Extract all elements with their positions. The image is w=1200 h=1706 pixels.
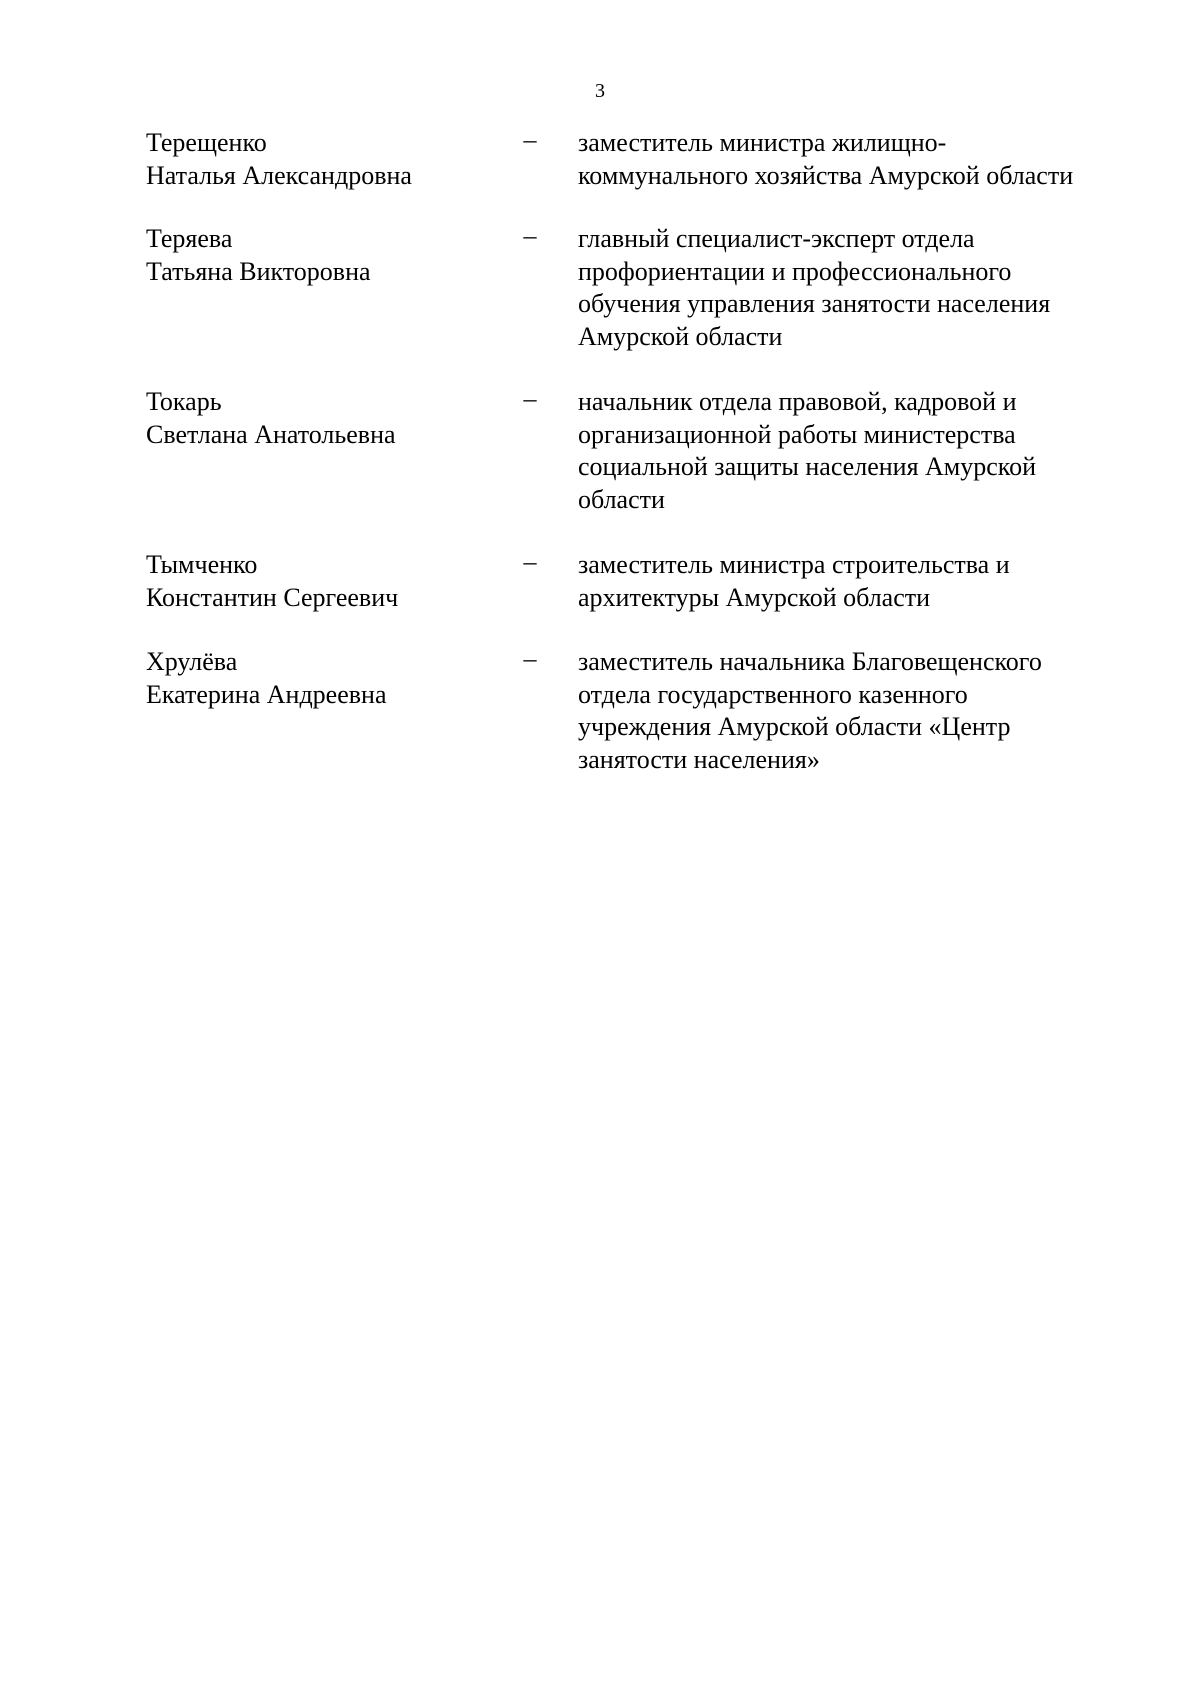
position-line: начальник отдела правовой, кадровой и — [578, 387, 1017, 416]
member-surname: Токарь — [146, 387, 222, 416]
position-line: отдела государственного казенного — [578, 679, 968, 709]
member-name — [146, 549, 506, 614]
position-line: заместитель начальника Благовещенского — [578, 647, 1042, 676]
member-given-names: Константин Сергеевич — [146, 582, 399, 612]
member-given-names: Светлана Анатольевна — [146, 419, 396, 449]
member-name — [146, 386, 506, 451]
member-position — [578, 127, 1138, 192]
member-position — [578, 386, 1138, 516]
member-given-names: Татьяна Викторовна — [146, 256, 371, 286]
separator-dash: – — [523, 384, 537, 413]
position-line: заместитель министра строительства и — [578, 550, 1010, 579]
position-line: обучения управления занятости населения — [578, 289, 1051, 318]
position-line: социальной защиты населения Амурской — [578, 452, 1037, 481]
separator-dash: – — [523, 125, 537, 154]
member-given-names: Наталья Александровна — [146, 160, 412, 190]
position-line: коммунального хозяйства Амурской области — [578, 160, 1074, 190]
position-line: Амурской области — [578, 321, 783, 351]
member-surname: Тымченко — [146, 550, 258, 579]
member-position — [578, 646, 1138, 776]
position-line: профориентации и профессионального — [578, 256, 1012, 286]
member-name — [146, 127, 506, 192]
page-number: 3 — [595, 80, 605, 102]
separator-dash: – — [523, 221, 537, 250]
member-name — [146, 646, 506, 711]
position-line: области — [578, 484, 665, 514]
position-line: главный специалист-эксперт отдела — [578, 224, 975, 253]
member-surname: Хрулёва — [146, 647, 238, 676]
member-name — [146, 223, 506, 288]
position-line: заместитель министра жилищно- — [578, 128, 947, 157]
member-given-names: Екатерина Андреевна — [146, 679, 387, 709]
position-line: архитектуры Амурской области — [578, 582, 931, 612]
position-line: организационной работы министерства — [578, 419, 1016, 449]
position-line: занятости населения» — [578, 744, 820, 774]
position-line: учреждения Амурской области «Центр — [578, 712, 1011, 741]
member-position — [578, 549, 1138, 614]
separator-dash: – — [523, 547, 537, 576]
member-position — [578, 223, 1138, 353]
separator-dash: – — [523, 644, 537, 673]
member-surname: Терещенко — [146, 128, 267, 157]
member-surname: Теряева — [146, 224, 233, 253]
